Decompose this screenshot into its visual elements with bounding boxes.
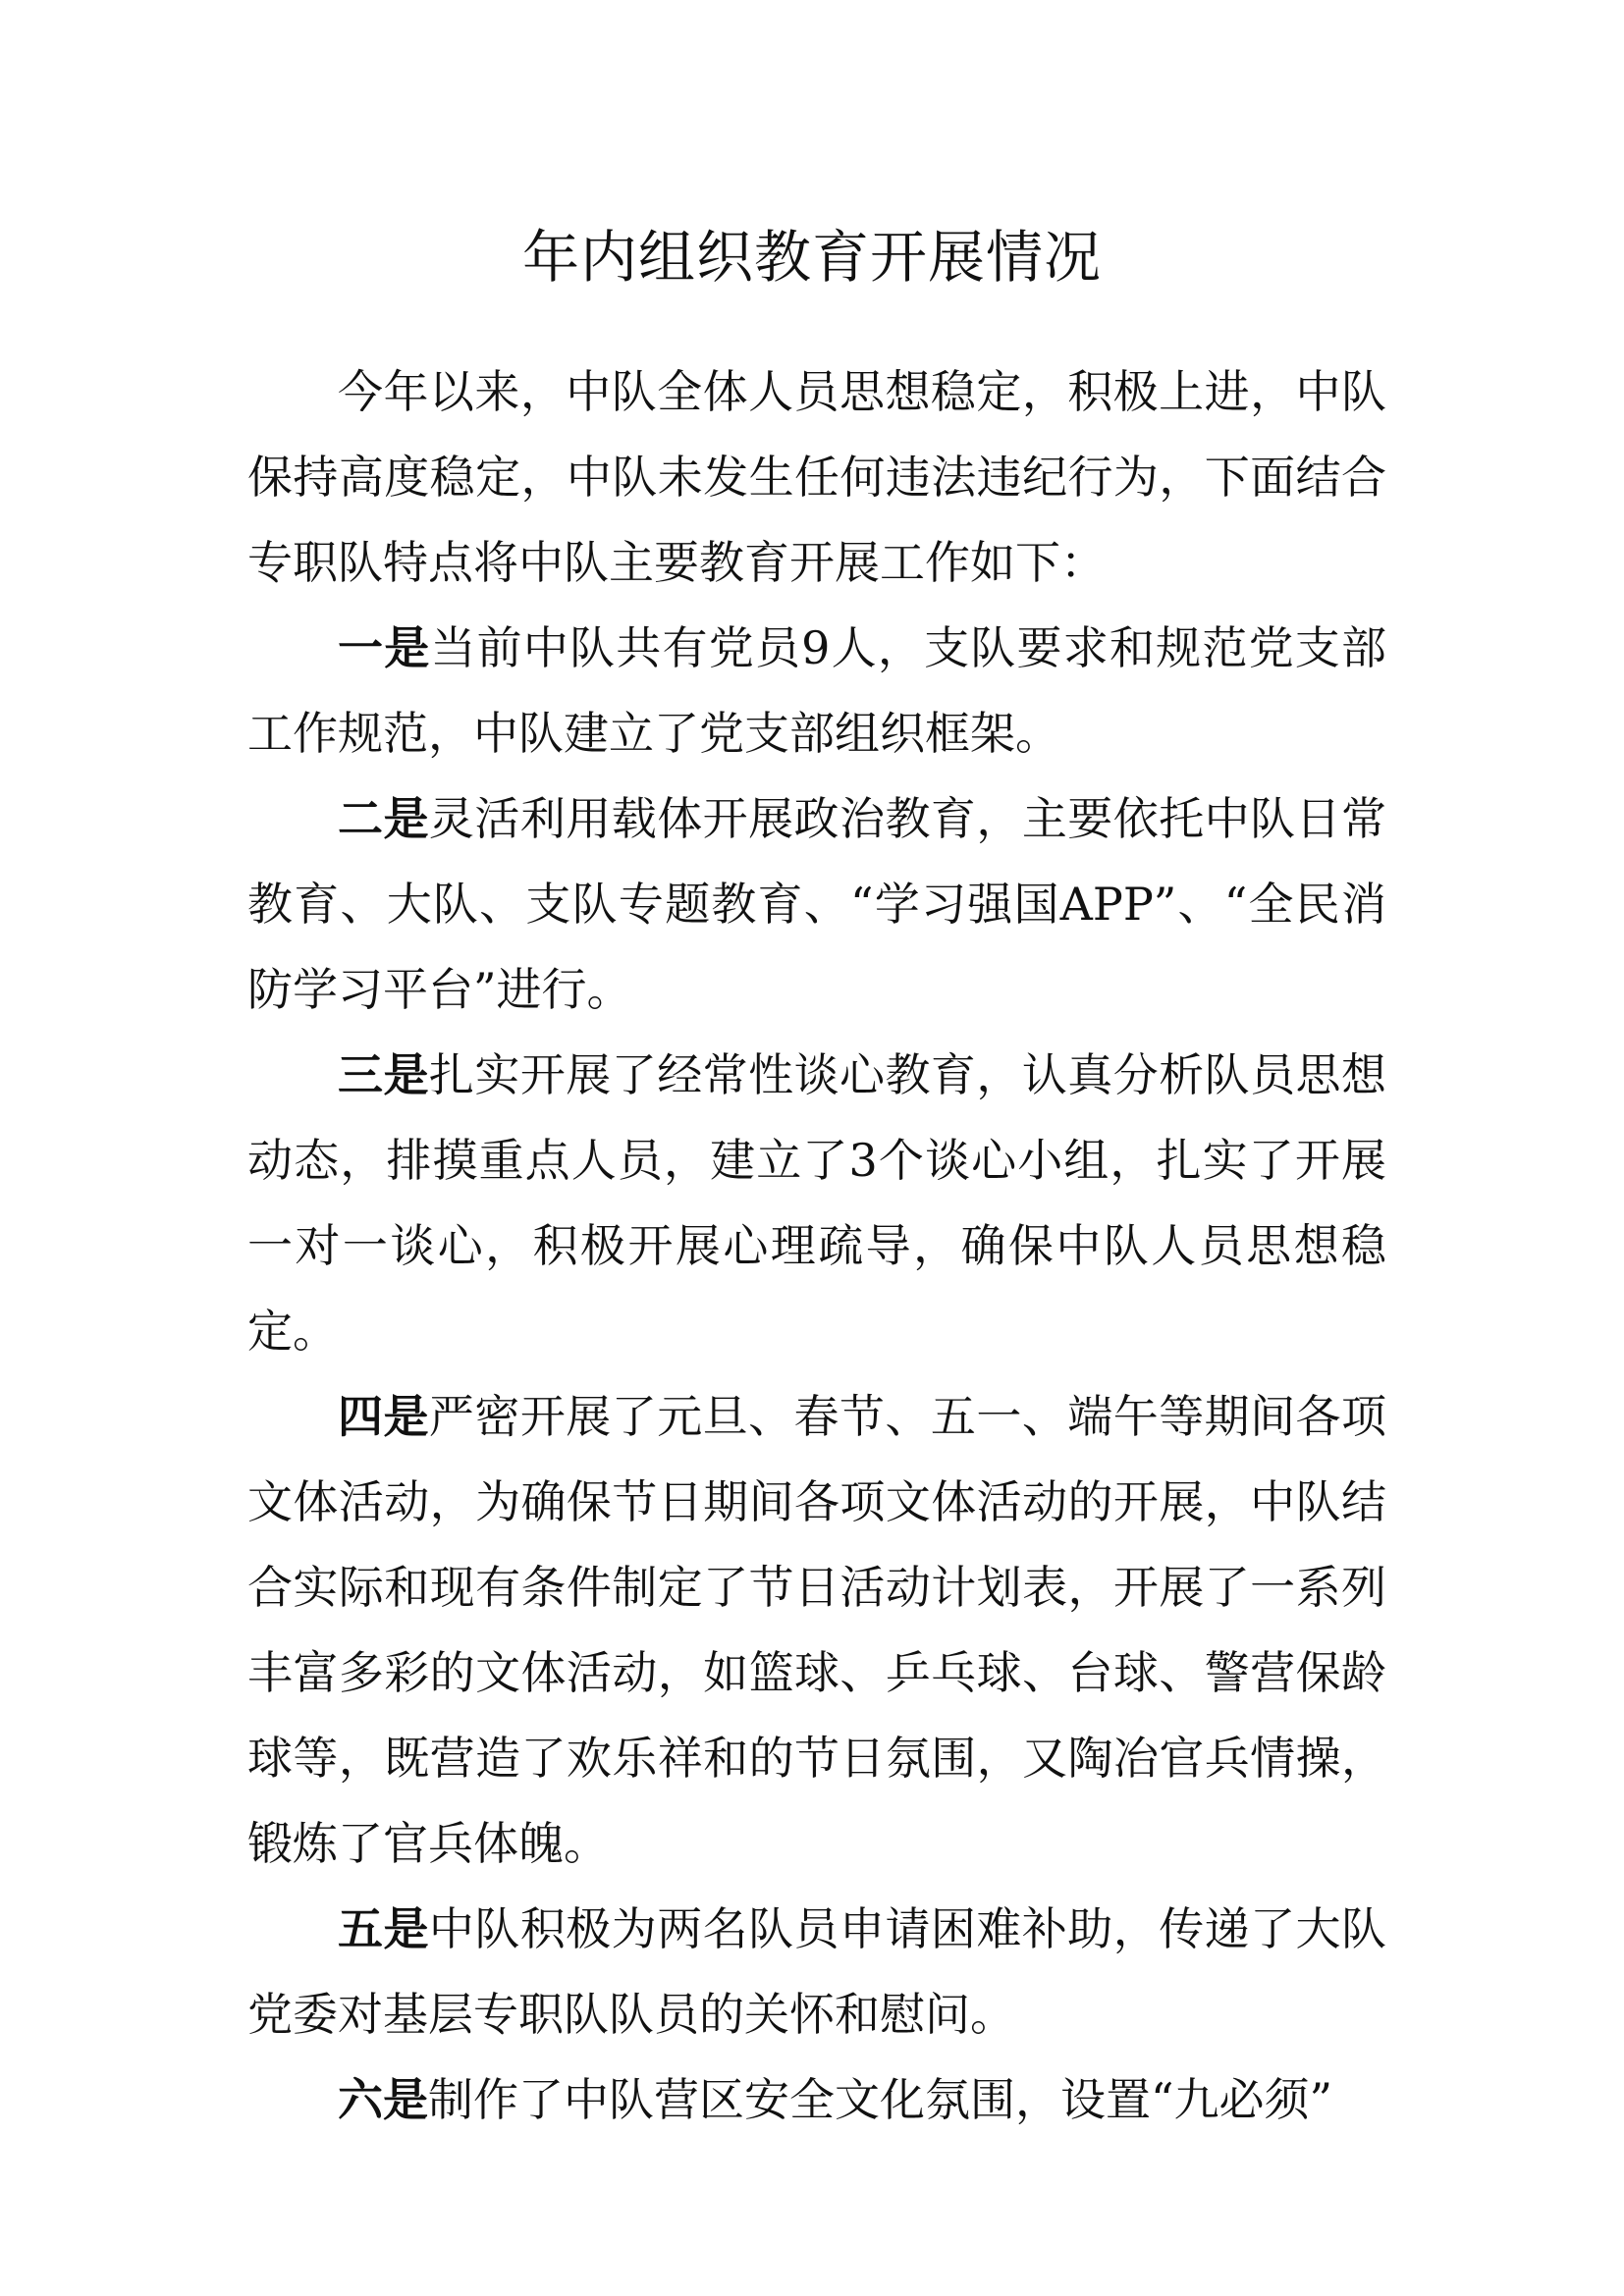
item-paragraph-2 xyxy=(247,776,1386,1033)
item-text: 扎实开展了经常性谈心教育，认真分析队员思想动态，排摸重点人员，建立了3个谈心小组，扎实了开展一对一谈心，积极开展心理疏导，确保中队人员思想稳定。 xyxy=(247,1048,1387,1358)
item-text: 当前中队共有党员9人，支队要求和规范党支部工作规范，中队建立了党支部组织框架。 xyxy=(247,621,1386,760)
item-lead: 三是 xyxy=(338,1048,429,1101)
item-lead: 一是 xyxy=(338,621,431,674)
item-lead: 四是 xyxy=(338,1390,429,1443)
item-text: 灵活利用载体开展政治教育，主要依托中队日常教育、大队、支队专题教育、“学习强国APP”、“全民消防学习平台”进行。 xyxy=(247,792,1387,1016)
document-title: 年内组织教育开展情况 xyxy=(521,224,1102,291)
item-text: 严密开展了元旦、春节、五一、端午等期间各项文体活动，为确保节日期间各项文体活动的开展，中队结合实际和现有条件制定了节日活动计划表，开展了一系列丰富多彩的文体活动，如篮球、乒乓球、台球、警营保龄球等，既营造了欢乐祥和的节日氛围，又陶冶官兵情操，锻炼了官兵体魄。 xyxy=(247,1390,1387,1870)
item-paragraph-1 xyxy=(247,606,1386,776)
document-body xyxy=(247,349,1386,2143)
item-text: 制作了中队营区安全文化氛围，设置“九必须” xyxy=(428,2073,1333,2126)
item-paragraph-4 xyxy=(247,1374,1386,1887)
item-paragraph-5 xyxy=(247,1887,1386,2057)
item-paragraph-3 xyxy=(247,1033,1386,1374)
item-paragraph-6 xyxy=(247,2057,1386,2143)
item-lead: 六是 xyxy=(338,2073,428,2126)
intro-paragraph: 今年以来，中队全体人员思想稳定，积极上进，中队保持高度稳定，中队未发生任何违法违纪行为，下面结合专职队特点将中队主要教育开展工作如下： xyxy=(247,365,1386,589)
item-text: 中队积极为两名队员申请困难补助，传递了大队党委对基层专职队队员的关怀和慰问。 xyxy=(247,1902,1387,2041)
item-lead: 五是 xyxy=(338,1902,429,1955)
item-lead: 二是 xyxy=(338,792,429,845)
